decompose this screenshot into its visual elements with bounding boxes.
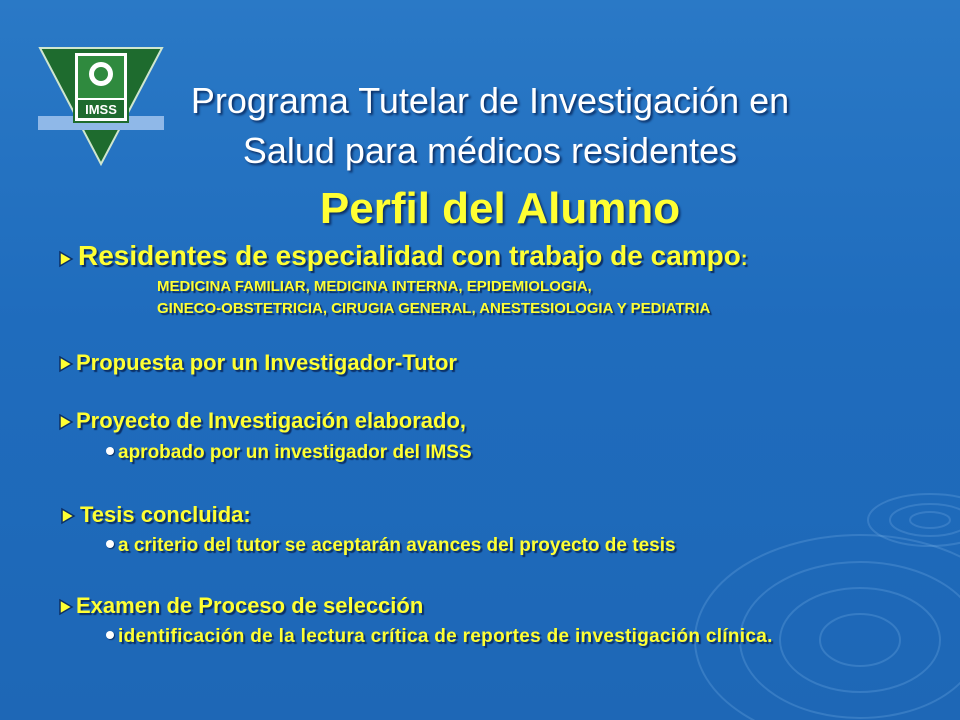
specialties-line2: GINECO-OBSTETRICIA, CIRUGIA GENERAL, ANESTESIOLOGIA Y PEDIATRIA	[157, 300, 711, 317]
bullet-propuesta: Propuesta por un Investigador-Tutor	[76, 350, 457, 375]
bullet-examen: Examen de Proceso de selección	[76, 593, 424, 618]
slide-title-line2: Salud para médicos residentes	[242, 130, 738, 171]
logo-text: IMSS	[85, 102, 117, 117]
arrow-bullet-icon	[58, 598, 74, 616]
dot-bullet-icon	[106, 540, 114, 548]
bullet-residentes: Residentes de especialidad con trabajo de campo:	[78, 240, 748, 271]
arrow-bullet-icon	[58, 413, 74, 431]
arrow-bullet-icon	[58, 355, 74, 373]
dot-bullet-icon	[106, 447, 114, 455]
slide-title-line1: Programa Tutelar de Investigación en	[190, 80, 790, 121]
bullet-proyecto: Proyecto de Investigación elaborado,	[76, 408, 466, 433]
dot-bullet-icon	[106, 631, 114, 639]
arrow-bullet-icon	[60, 507, 76, 525]
sub-bullet-criterio: a criterio del tutor se aceptarán avances del proyecto de tesis	[106, 535, 676, 557]
slide-subtitle: Perfil del Alumno	[319, 184, 681, 233]
arrow-bullet-icon	[58, 250, 74, 268]
specialties-line1: MEDICINA FAMILIAR, MEDICINA INTERNA, EPIDEMIOLOGIA,	[157, 278, 592, 295]
sub-bullet-identificacion: identificación de la lectura crítica de reportes de investigación clínica.	[106, 626, 773, 648]
bullet-tesis: Tesis concluida:	[80, 502, 251, 527]
sub-bullet-aprobado: aprobado por un investigador del IMSS	[106, 442, 472, 464]
